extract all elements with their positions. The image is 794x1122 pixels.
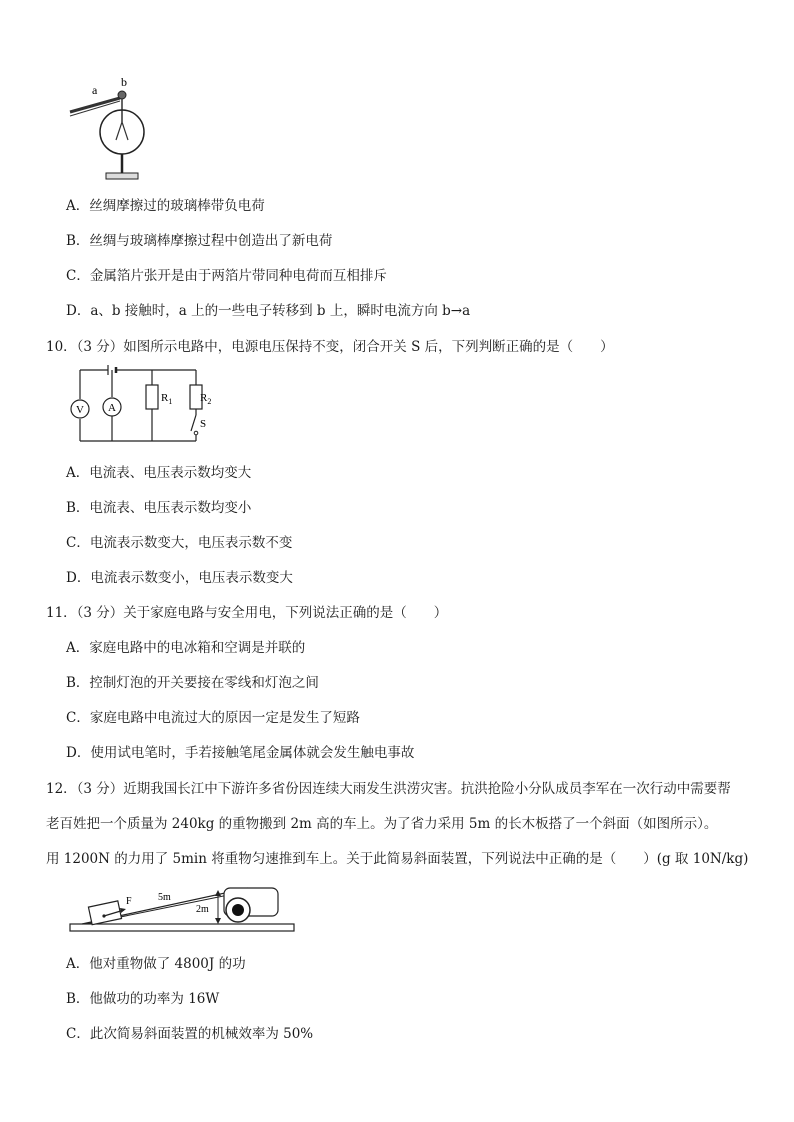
svg-text:V: V — [76, 404, 84, 416]
q10-option-c: C．电流表示数变大，电压表示数不变 — [66, 535, 293, 551]
q11-option-c: C．家庭电路中电流过大的原因一定是发生了短路 — [66, 710, 360, 726]
q9-option-d: D．a、b 接触时，a 上的一些电子转移到 b 上，瞬时电流方向 b→a — [66, 303, 471, 319]
q12-option-c: C．此次简易斜面装置的机械效率为 50% — [66, 1026, 314, 1042]
incline-figure — [66, 880, 296, 936]
q11-option-d: D．使用试电笔时，手若接触笔尾金属体就会发生触电事故 — [66, 745, 415, 761]
svg-text:F: F — [126, 896, 132, 907]
q9-option-b: B．丝绸与玻璃棒摩擦过程中创造出了新电荷 — [66, 233, 333, 249]
q9-option-a: A．丝绸摩擦过的玻璃棒带负电荷 — [66, 198, 265, 214]
switch-s — [191, 415, 196, 431]
q10-option-b: B．电流表、电压表示数均变小 — [66, 500, 252, 516]
foil-left — [116, 122, 122, 140]
svg-text:R1: $R_1$ — [161, 392, 173, 406]
q12-stem-line-2: 老百姓把一个质量为 240kg 的重物搬到 2m 高的车上。为了省力采用 5m 的长木板搭了一个斜面（如图所示）。 — [46, 816, 718, 832]
q10-option-a: A．电流表、电压表示数均变大 — [66, 465, 252, 481]
rod-a — [70, 98, 120, 112]
metal-ball — [118, 91, 126, 99]
svg-text:5m: 5m — [158, 892, 171, 903]
svg-text:R2: $R_2$ — [200, 392, 212, 406]
q9-option-c: C．金属箔片张开是由于两箔片带同种电荷而互相排斥 — [66, 268, 387, 284]
circuit-figure — [66, 365, 226, 447]
q11-stem: 11．（3 分）关于家庭电路与安全用电，下列说法正确的是（ ） — [46, 605, 448, 621]
svg-text:S: S — [200, 418, 207, 430]
q12-option-b: B．他做功的功率为 16W — [66, 991, 220, 1007]
q12-option-a: A．他对重物做了 4800J 的功 — [66, 956, 246, 972]
q11-option-a: A．家庭电路中的电冰箱和空调是并联的 — [66, 640, 306, 656]
q10-option-d: D．电流表示数变小，电压表示数变大 — [66, 570, 293, 586]
q10-stem: 10．（3 分）如图所示电路中，电源电压保持不变，闭合开关 S 后，下列判断正确的是（ ） — [46, 339, 614, 355]
electroscope-figure — [66, 74, 156, 186]
q12-stem-line-1: 12．（3 分）近期我国长江中下游许多省份因连续大雨发生洪涝灾害。抗洪抢险小分队成员李军在一次行动中需要帮 — [46, 781, 731, 797]
foil-right — [122, 122, 128, 140]
stand-base — [106, 173, 138, 179]
label-a: a — [92, 83, 98, 97]
q11-option-b: B．控制灯泡的开关要接在零线和灯泡之间 — [66, 675, 319, 691]
label-b: b — [121, 75, 127, 89]
ground — [70, 924, 294, 931]
resistor-r1 — [146, 385, 158, 409]
q12-stem-line-3: 用 1200N 的力用了 5min 将重物匀速推到车上。关于此简易斜面装置，下列说法中正确的是（ ）(g 取 10N/kg) — [46, 851, 749, 867]
svg-text:A: A — [108, 402, 116, 414]
svg-text:2m: 2m — [196, 904, 209, 915]
